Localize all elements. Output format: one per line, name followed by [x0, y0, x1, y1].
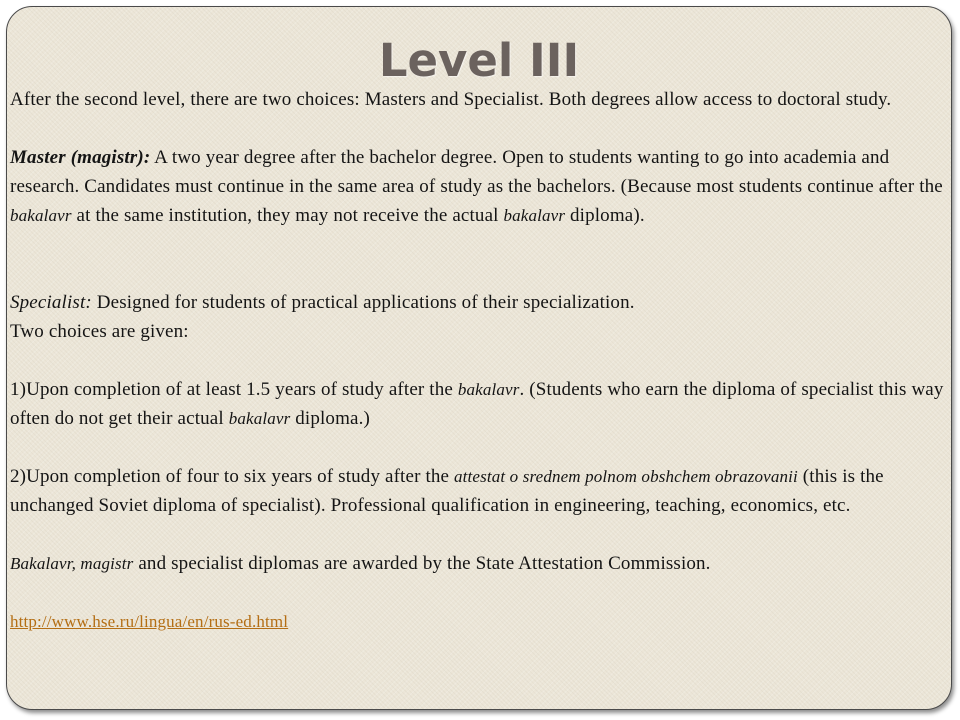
awarded-paragraph	[10, 549, 946, 578]
specialist-paragraph	[10, 288, 946, 317]
awarded-terms: Bakalavr, magistr	[10, 554, 134, 573]
source-link[interactable]: http://www.hse.ru/lingua/en/rus-ed.html	[10, 612, 289, 631]
awarded-text: and specialist diplomas are awarded by the State Attestation Commission.	[133, 553, 711, 574]
slide-body	[10, 85, 946, 636]
choice-2-paragraph	[10, 462, 946, 520]
spacer	[10, 578, 946, 607]
master-term: Master (magistr):	[10, 147, 151, 168]
choice-1-paragraph	[10, 375, 946, 433]
choice-1-text-3: diploma.)	[290, 408, 370, 429]
choice-1-text-1: 1)Upon completion of at least 1.5 years of study after the	[10, 379, 458, 400]
choice-1-bakalavr-2: bakalavr	[228, 409, 291, 428]
choice-1-text-2: . (Students who earn the diploma of specialist this way often do not get their actual	[10, 379, 944, 429]
spacer	[10, 433, 946, 462]
specialist-text: Designed for students of practical applications of their specialization.	[91, 292, 635, 313]
spacer	[10, 114, 946, 143]
master-text-1: A two year degree after the bachelor degree. Open to students wanting to go into academia and research. Candidates must continue in the same area of study as the bachelors. (Because most students continue after the	[10, 147, 943, 197]
master-paragraph	[10, 143, 946, 230]
choice-2-attestat: attestat o srednem polnom obshchem obrazovanii	[454, 467, 798, 486]
master-text-3: diploma).	[565, 205, 645, 226]
intro-paragraph: After the second level, there are two choices: Masters and Specialist. Both degrees allow access to doctoral study.	[10, 89, 892, 110]
source-paragraph	[10, 607, 946, 636]
slide-title: Level III	[378, 34, 580, 87]
master-bakalavr-2: bakalavr	[503, 206, 566, 225]
slide-frame	[6, 6, 952, 710]
spacer	[10, 520, 946, 549]
choice-2-text-1: 2)Upon completion of four to six years of study after the	[10, 466, 455, 487]
choices-intro: Two choices are given:	[10, 321, 189, 342]
master-text-2: at the same institution, they may not receive the actual	[71, 205, 504, 226]
master-bakalavr-1: bakalavr	[10, 206, 72, 225]
specialist-term: Specialist:	[10, 292, 92, 313]
choice-1-bakalavr-1: bakalavr	[457, 380, 520, 399]
spacer	[10, 230, 946, 288]
spacer	[10, 346, 946, 375]
choice-2-text-2: (this is the unchanged Soviet diploma of specialist). Professional qualification in engineering, teaching, economics, etc.	[10, 466, 884, 516]
